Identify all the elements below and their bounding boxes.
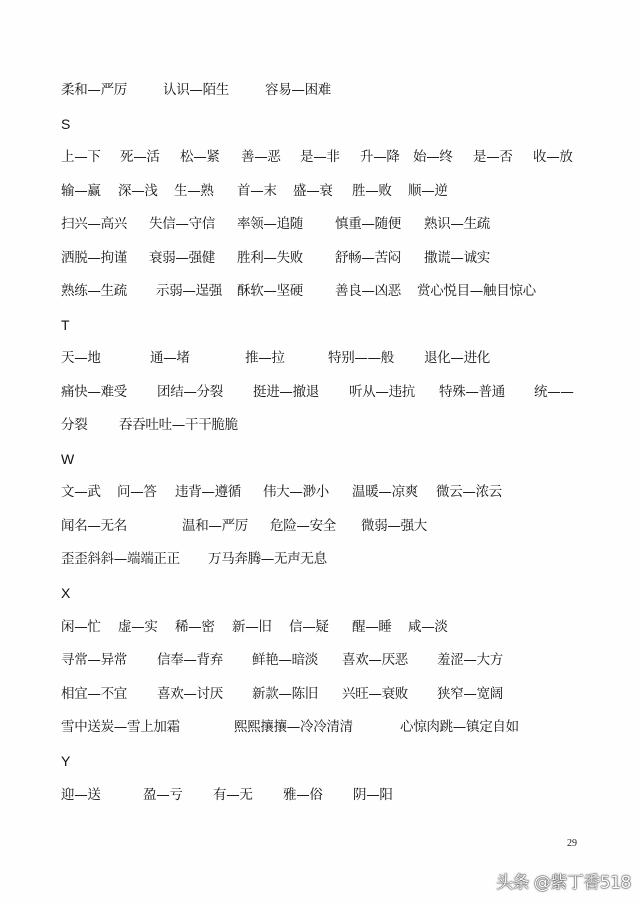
- antonym-row: [0, 415, 640, 435]
- antonym-row: [0, 650, 640, 670]
- antonym-pair: 统——: [534, 384, 574, 400]
- antonym-pair: 熟识—生疏: [424, 216, 490, 232]
- antonym-pair: 雅—俗: [283, 787, 323, 803]
- antonym-pair: 松—紧: [180, 149, 220, 165]
- antonym-pair: 容易—困难: [265, 82, 331, 98]
- antonym-pair: 赏心悦目—触目惊心: [417, 283, 536, 299]
- antonym-pair: 文—武: [61, 484, 101, 500]
- antonym-row: [0, 785, 640, 805]
- antonym-row: [0, 214, 640, 234]
- antonym-pair: 寻常—异常: [61, 652, 127, 668]
- antonym-row: [0, 516, 640, 536]
- antonym-pair: 善良—凶恶: [335, 283, 401, 299]
- antonym-pair: 通—堵: [150, 350, 190, 366]
- antonym-pair: 挺进—撤退: [253, 384, 319, 400]
- antonym-pair: 上—下: [61, 149, 101, 165]
- antonym-pair: 醒—睡: [352, 619, 392, 635]
- antonym-row: [0, 248, 640, 268]
- antonym-pair: 天—地: [61, 350, 101, 366]
- antonym-row: [0, 147, 640, 167]
- antonym-pair: 分裂: [61, 417, 88, 433]
- antonym-pair: 柔和—严厉: [61, 82, 127, 98]
- antonym-pair: 洒脱—拘谨: [61, 250, 127, 266]
- antonym-pair: 盛—衰: [293, 183, 333, 199]
- antonym-pair: 问—答: [117, 484, 157, 500]
- antonym-pair: 始—终: [413, 149, 453, 165]
- antonym-pair: 死—活: [120, 149, 160, 165]
- antonym-pair: 歪歪斜斜—端端正正: [61, 551, 180, 567]
- section-letter: T: [61, 317, 70, 333]
- antonym-pair: 喜欢—讨厌: [157, 686, 223, 702]
- antonym-pair: 咸—淡: [408, 619, 448, 635]
- antonym-pair: 顺—逆: [408, 183, 448, 199]
- section-letter: Y: [61, 753, 71, 769]
- antonym-pair: 伟大—渺小: [263, 484, 329, 500]
- antonym-pair: 善—恶: [241, 149, 281, 165]
- antonym-pair: 舒畅—苦闷: [335, 250, 401, 266]
- antonym-pair: 输—赢: [61, 183, 101, 199]
- antonym-pair: 迎—送: [61, 787, 101, 803]
- antonym-pair: 虚—实: [118, 619, 158, 635]
- antonym-row: [0, 684, 640, 704]
- antonym-row: [0, 382, 640, 402]
- antonym-pair: 慎重—随便: [335, 216, 401, 232]
- antonym-pair: 温暖—凉爽: [352, 484, 418, 500]
- antonym-pair: 微弱—强大: [361, 518, 427, 534]
- antonym-row: [0, 717, 640, 737]
- antonym-pair: 升—降: [360, 149, 400, 165]
- antonym-pair: 兴旺—衰败: [342, 686, 408, 702]
- antonym-pair: 胜利—失败: [237, 250, 303, 266]
- antonym-row: [0, 549, 640, 569]
- page-number: 29: [567, 838, 577, 849]
- antonym-pair: 熙熙攘攘—冷冷清清: [234, 719, 353, 735]
- antonym-pair: 深—浅: [118, 183, 158, 199]
- antonym-pair: 喜欢—厌恶: [342, 652, 408, 668]
- antonym-pair: 是—非: [300, 149, 340, 165]
- antonym-row: [0, 617, 640, 637]
- antonym-row: [0, 482, 640, 502]
- section-letter: W: [61, 451, 75, 467]
- antonym-pair: 微云—浓云: [436, 484, 502, 500]
- antonym-pair: 酥软—坚硬: [237, 283, 303, 299]
- antonym-pair: 盈—亏: [143, 787, 183, 803]
- antonym-pair: 鲜艳—暗淡: [252, 652, 318, 668]
- antonym-pair: 熟练—生疏: [61, 283, 127, 299]
- antonym-pair: 失信—守信: [149, 216, 215, 232]
- antonym-pair: 扫兴—高兴: [61, 216, 127, 232]
- antonym-pair: 万马奔腾—无声无息: [208, 551, 327, 567]
- antonym-pair: 痛快—难受: [61, 384, 127, 400]
- antonym-pair: 率领—追随: [237, 216, 303, 232]
- antonym-pair: 闻名—无名: [61, 518, 127, 534]
- section-letter: X: [61, 585, 71, 601]
- antonym-pair: 狭窄—宽阔: [437, 686, 503, 702]
- antonym-pair: 吞吞吐吐—干干脆脆: [119, 417, 238, 433]
- antonym-pair: 是—否: [473, 149, 513, 165]
- antonym-pair: 听从—违抗: [349, 384, 415, 400]
- antonym-pair: 温和—严厉: [182, 518, 248, 534]
- antonym-pair: 雪中送炭—雪上加霜: [61, 719, 180, 735]
- antonym-pair: 心惊肉跳—镇定自如: [400, 719, 519, 735]
- antonym-pair: 羞涩—大方: [437, 652, 503, 668]
- antonym-pair: 推—拉: [245, 350, 285, 366]
- antonym-pair: 首—末: [237, 183, 277, 199]
- antonym-pair: 违背—遵循: [175, 484, 241, 500]
- antonym-pair: 特别——般: [328, 350, 394, 366]
- antonym-pair: 新款—陈旧: [252, 686, 318, 702]
- section-letter: S: [61, 116, 71, 132]
- antonym-row: [0, 281, 640, 301]
- antonym-pair: 相宜—不宜: [61, 686, 127, 702]
- antonym-pair: 特殊—普通: [439, 384, 505, 400]
- antonym-pair: 信—疑: [289, 619, 329, 635]
- antonym-pair: 撒谎—诚实: [424, 250, 490, 266]
- antonym-row: [0, 181, 640, 201]
- antonym-pair: 稀—密: [175, 619, 215, 635]
- antonym-pair: 危险—安全: [270, 518, 336, 534]
- antonym-pair: 新—旧: [232, 619, 272, 635]
- antonym-pair: 认识—陌生: [163, 82, 229, 98]
- antonym-pair: 闲—忙: [61, 619, 101, 635]
- antonym-pair: 衰弱—强健: [149, 250, 215, 266]
- watermark: 头条 @紫丁香518: [496, 873, 631, 893]
- antonym-pair: 退化—进化: [424, 350, 490, 366]
- antonym-pair: 示弱—逞强: [156, 283, 222, 299]
- antonym-pair: 有—无: [213, 787, 253, 803]
- antonym-pair: 收—放: [533, 149, 573, 165]
- antonym-pair: 信奉—背弃: [157, 652, 223, 668]
- antonym-pair: 胜—败: [352, 183, 392, 199]
- antonym-pair: 阴—阳: [353, 787, 393, 803]
- antonym-row: [0, 80, 640, 100]
- antonym-row: [0, 348, 640, 368]
- antonym-pair: 生—熟: [174, 183, 214, 199]
- antonym-pair: 团结—分裂: [157, 384, 223, 400]
